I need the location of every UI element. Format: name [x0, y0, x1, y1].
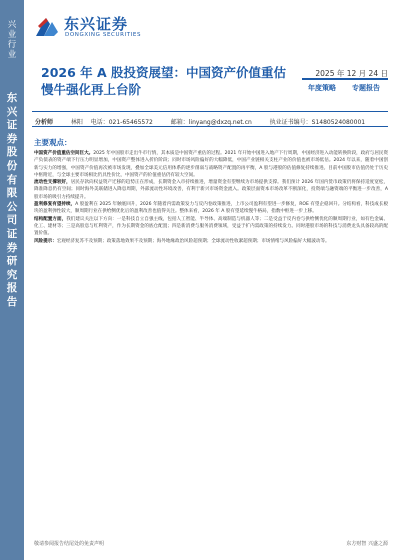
paragraph-lead: 中国资产价值重估空间巨大。: [34, 151, 94, 156]
paragraph-lead: 风险提示：: [34, 238, 57, 244]
report-title-line1: 2026 年 A 股投资展望：中国资产价值重估: [41, 65, 287, 80]
summary-paragraph: [34, 216, 388, 238]
analyst-name: 林阳: [70, 119, 83, 126]
dongxing-logo-icon: [34, 14, 60, 38]
analyst-label: 分析师: [35, 119, 54, 126]
analyst-license: 执业证书编号：S1480524080001: [269, 119, 366, 126]
summary-heading: 主要观点：: [34, 138, 72, 147]
paragraph-text: 居民存款向权益资产迁移的趋势正在形成，长期资金入市持续推进，增量资金有望继续为市场提供支撑。我们预计 2026 年国内货币政策仍将保持适度宽松，降准降息仍有空间；同时海外美联储进入降息周期，外部流动性环境改善，有利于新兴市场资金流入。政策层面资本市场改革不断深化，投资端与融资端的平衡进一步改善，A 股市场的吸引力持续提升。: [34, 180, 388, 200]
footer-slogan: 东方财智 兴盛之源: [346, 541, 388, 547]
paragraph-text: A 股盈利在 2025 年触底回升，2026 年随着内需政策发力与反内卷政策推进，上市公司盈利有望进一步修复，ROE 有望企稳回升。分结构看，科技成长板块的盈利弹性较大，顺周期行业在供给侧优化后的盈利改善也值得关注。整体来看，2026 年 A 股有望延续慢牛格局，指数中枢进一步上移。: [34, 202, 389, 215]
brand-name-en: DONGXING SECURITIES: [65, 32, 142, 38]
summary-paragraph: [34, 179, 388, 201]
paragraph-lead: 盈利修复有望持续，: [34, 202, 76, 208]
summary-paragraph: [34, 238, 388, 245]
analyst-phone: 电话：021-65465572: [90, 119, 153, 126]
analyst-bottom-rule: [32, 126, 388, 127]
paragraph-text: 我们建议关注以下方向：一是科技自立自强主线，包括人工智能、半导体、高端制造与机器人等；二是受益于反内卷与供给侧优化的顺周期行业，如有色金属、化工、建材等；三是高股息与红利资产，作为长期资金的底仓配置；四是新消费与服务消费领域，受益于扩内需政策的持续发力。同时港股市场的科技与消费龙头具备较高的配置价值。: [34, 216, 389, 237]
date-divider: [302, 78, 388, 80]
paragraph-lead: 结构配置方面，: [34, 216, 67, 222]
analyst-line: [35, 117, 365, 126]
report-title-line2: 慢牛强化再上台阶: [41, 82, 142, 97]
report-date: 2025 年 12 月 24 日: [315, 69, 388, 78]
tag-annual-strategy: 年度策略: [308, 84, 336, 92]
summary-paragraph: [34, 201, 388, 216]
summary-paragraph: [34, 150, 388, 179]
paragraph-text: 宏观经济复苏不及预期；政策落地效果不及预期；海外地缘政治风险超预期；全球流动性收紧超预期；市场情绪与风险偏好大幅波动等。: [56, 238, 330, 244]
sidebar-report-label: 东兴证券股份有限公司证券研究报告: [6, 92, 18, 308]
footer-disclaimer: 敬请参阅报告结尾处的免责声明: [34, 541, 105, 547]
paragraph-text: 2025 年中国股市走出牛市行情，其本质是中国资产重估的过程。2021 年开始中国进入地产下行周期，中国经济进入动能转换阶段，政府与居民资产负债表的资产端下行压力明显增加，中国资产整体进入折价阶段；同时市场风险偏好的大幅降低，中国产业链相关支柱产业的价值也被市场低估。2024 年以来，随着中国创新与实力的增强，中国资产价值再次被市场发现，叠加全球美元信用体系的逐步削弱与战略资产配置的再平衡，A 股与港股的估值修复持续推进。目前中国股市估值仍处于历史中枢附近，与全球主要市场相比仍具性价比，中国资产的价值重估仍有较大空间。: [34, 151, 388, 178]
sidebar-category: 兴业行业: [7, 20, 17, 60]
brand-name-cn: 东兴证券: [64, 15, 129, 33]
sidebar: [0, 0, 24, 560]
tag-special-report: 专题报告: [352, 84, 380, 92]
summary-body: [34, 150, 388, 245]
paragraph-lead: 流动性支撑较好，: [34, 180, 71, 186]
report-title: [41, 64, 291, 98]
analyst-top-rule: [32, 111, 388, 112]
analyst-email[interactable]: 邮箱：linyang@dxzq.net.cn: [170, 119, 252, 126]
